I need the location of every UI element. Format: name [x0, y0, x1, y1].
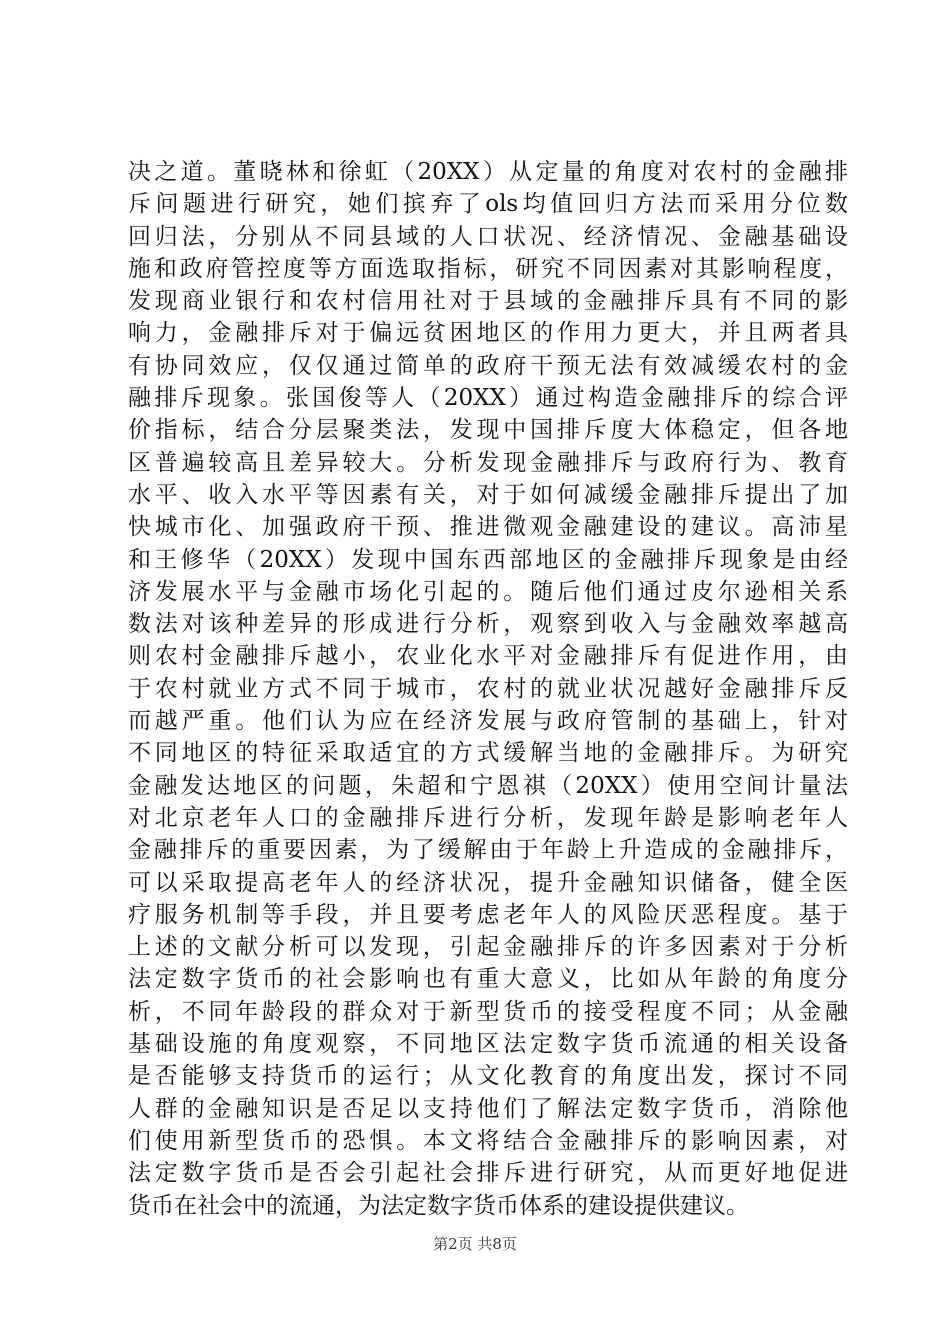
page-footer: 第2页 共8页	[433, 1235, 517, 1253]
text-line: 金融发达地区的问题，朱超和宁恩祺（20XX）使用空间计量法	[128, 772, 848, 799]
text-line: 水平、收入水平等因素有关，对于如何减缓金融排斥提出了加	[128, 481, 848, 508]
text-line: 融排斥现象。张国俊等人（20XX）通过构造金融排斥的综合评	[128, 385, 848, 412]
text-line: 基础设施的角度观察，不同地区法定数字货币流通的相关设备	[128, 1031, 848, 1058]
text-line: 于农村就业方式不同于城市，农村的就业状况越好金融排斥反	[128, 675, 848, 702]
text-line: 是否能够支持货币的运行；从文化教育的角度出发，探讨不同	[128, 1063, 848, 1090]
text-line: 对北京老年人口的金融排斥进行分析，发现年龄是影响老年人	[128, 804, 848, 831]
text-line: 区普遍较高且差异较大。分析发现金融排斥与政府行为、教育	[128, 449, 848, 476]
text-line: 人群的金融知识是否足以支持他们了解法定数字货币，消除他	[128, 1095, 848, 1122]
text-line: 析，不同年龄段的群众对于新型货币的接受程度不同；从金融	[128, 998, 848, 1025]
text-line: 价指标，结合分层聚类法，发现中国排斥度大体稳定，但各地	[128, 417, 848, 444]
text-line: 货币在社会中的流通，为法定数字货币体系的建设提供建议。	[128, 1192, 749, 1219]
text-line: 施和政府管控度等方面选取指标，研究不同因素对其影响程度，	[128, 255, 848, 282]
text-line: 斥问题进行研究，她们摈弃了ols均值回归方法而采用分位数	[128, 191, 848, 218]
text-line: 法定数字货币的社会影响也有重大意义，比如从年龄的角度分	[128, 966, 848, 993]
text-line: 有协同效应，仅仅通过简单的政府干预无法有效减缓农村的金	[128, 352, 848, 379]
text-line: 疗服务机制等手段，并且要考虑老年人的风险厌恶程度。基于	[128, 901, 848, 928]
text-line: 决之道。董晓林和徐虹（20XX）从定量的角度对农村的金融排	[128, 159, 848, 185]
text-line: 金融排斥的重要因素，为了缓解由于年龄上升造成的金融排斥，	[128, 837, 848, 864]
text-line: 数法对该种差异的形成进行分析，观察到收入与金融效率越高	[128, 611, 848, 638]
text-line: 快城市化、加强政府干预、推进微观金融建设的建议。高沛星	[128, 514, 848, 541]
text-line: 发现商业银行和农村信用社对于县域的金融排斥具有不同的影	[128, 288, 848, 315]
text-line: 济发展水平与金融市场化引起的。随后他们通过皮尔逊相关系	[128, 578, 848, 605]
text-line: 回归法，分别从不同县域的人口状况、经济情况、金融基础设	[128, 223, 848, 250]
text-line: 可以采取提高老年人的经济状况，提升金融知识储备，健全医	[128, 869, 848, 896]
text-line: 们使用新型货币的恐惧。本文将结合金融排斥的影响因素，对	[128, 1127, 848, 1154]
text-line: 则农村金融排斥越小，农业化水平对金融排斥有促进作用，由	[128, 643, 848, 670]
text-line: 上述的文献分析可以发现，引起金融排斥的许多因素对于分析	[128, 934, 848, 961]
text-line: 响力，金融排斥对于偏远贫困地区的作用力更大，并且两者具	[128, 320, 848, 347]
text-line: 而越严重。他们认为应在经济发展与政府管制的基础上，针对	[128, 708, 848, 735]
text-line: 不同地区的特征采取适宜的方式缓解当地的金融排斥。为研究	[128, 740, 848, 767]
text-line: 和王修华（20XX）发现中国东西部地区的金融排斥现象是由经	[128, 546, 848, 573]
text-line: 法定数字货币是否会引起社会排斥进行研究，从而更好地促进	[128, 1160, 848, 1187]
body-paragraph	[128, 156, 848, 1222]
